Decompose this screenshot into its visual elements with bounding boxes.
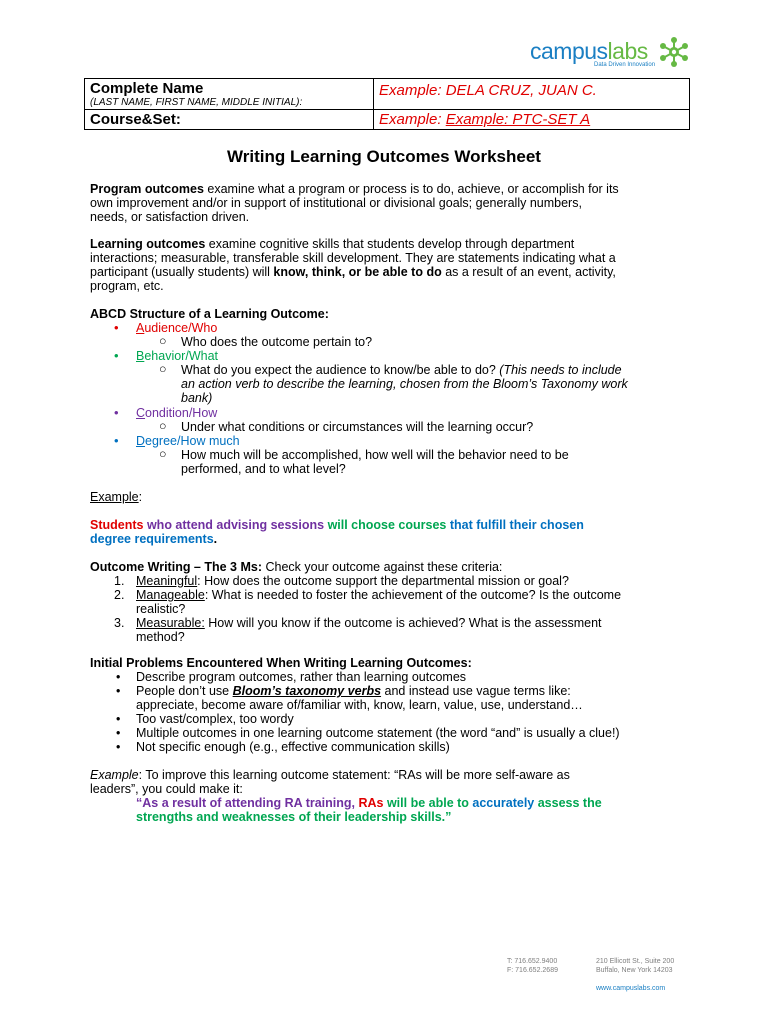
three-ms-title: Outcome Writing – The 3 Ms: <box>90 560 263 574</box>
abcd-heading: ABCD Structure of a Learning Outcome: <box>90 307 329 321</box>
circle-bullet-icon: ○ <box>159 419 167 433</box>
bullet-icon: • <box>116 712 121 726</box>
course-value-prefix: Example: <box>379 111 442 128</box>
example-degree: that fulfill their chosen <box>446 518 584 532</box>
three-ms-manageable <box>136 588 696 616</box>
example-degree: accurately <box>468 796 535 810</box>
three-ms-subtitle: Check your outcome against these criteria: <box>262 560 503 574</box>
list-number: 2. <box>114 588 125 602</box>
three-ms-text: method? <box>136 630 185 644</box>
abcd-audience-question: Who does the outcome pertain to? <box>181 335 373 349</box>
footer-address-line: Buffalo, New York 14203 <box>596 966 673 974</box>
bloom-taxonomy-link: Bloom’s taxonomy verbs <box>232 684 382 698</box>
bullet-icon: • <box>114 348 119 363</box>
example1-label <box>90 490 142 504</box>
abcd-letter: C <box>136 406 146 420</box>
circle-bullet-icon: ○ <box>159 447 167 461</box>
name-sublabel: (LAST NAME, FIRST NAME, MIDDLE INITIAL): <box>90 97 303 108</box>
problem-item <box>136 684 696 712</box>
abcd-item-label: ondition/How <box>145 406 218 420</box>
footer-url[interactable]: www.campuslabs.com <box>596 985 666 992</box>
logo-wordmark <box>530 38 648 65</box>
problem-text: appreciate, become aware of/familiar with, know, learn, value, use, understand… <box>136 698 583 712</box>
abcd-behavior-question <box>181 363 691 405</box>
bullet-icon: • <box>114 320 119 335</box>
problem-text: and instead use vague terms like: <box>381 684 571 698</box>
three-ms-term: Manageable <box>136 588 205 602</box>
abcd-question-note: (This needs to include <box>499 363 622 377</box>
three-ms-term: Meaningful <box>136 574 198 588</box>
footer-contact <box>507 958 558 975</box>
example-behavior: will be able to <box>383 796 469 810</box>
bullet-icon: • <box>116 726 121 740</box>
example-behavior: will choose courses <box>324 518 447 532</box>
course-value-main: Example: PTC-SET A <box>445 111 591 128</box>
three-ms-text: : How does the outcome support the departmental mission or goal? <box>197 574 569 588</box>
example2-text: leaders”, you could make it: <box>90 782 243 796</box>
abcd-question-note: bank) <box>181 391 213 405</box>
list-number: 3. <box>114 616 125 630</box>
abcd-question-note: an action verb to describe the learning, chosen from the Bloom’s Taxonomy work <box>181 377 628 391</box>
example-behavior: strengths and weaknesses of their leadership skills.” <box>136 810 452 824</box>
problem-text: People don’t use <box>136 684 233 698</box>
example-audience: Students <box>90 518 144 532</box>
abcd-audience <box>136 321 217 335</box>
problem-item: Not specific enough (e.g., effective communication skills) <box>136 740 450 754</box>
three-ms-heading <box>90 560 502 574</box>
three-ms-text: How will you know if the outcome is achieved? What is the assessment <box>204 616 602 630</box>
logo-tagline: Data Driven Innovation <box>594 62 656 68</box>
example-label-text: Example <box>90 490 139 504</box>
bullet-icon: • <box>114 405 119 420</box>
campuslabs-logo <box>530 36 700 68</box>
three-ms-measurable <box>136 616 696 644</box>
learning-line: participant (usually students) will <box>90 265 274 279</box>
abcd-question-line: How much will be accomplished, how well will the behavior need to be <box>181 448 569 462</box>
example2-text: : To improve this learning outcome statement: “RAs will be more self-aware as <box>138 768 570 782</box>
bullet-icon: • <box>116 670 121 684</box>
program-line: examine what a program or process is to do, achieve, or accomplish for its <box>203 182 619 196</box>
example2-statement <box>136 796 696 824</box>
problem-item: Multiple outcomes in one learning outcome statement (the word “and” is usually a clue!) <box>136 726 620 740</box>
example-audience: RAs <box>355 796 384 810</box>
example-period: . <box>213 532 218 546</box>
program-line: own improvement and/or in support of institutional or divisional goals; generally numbers, <box>90 196 582 210</box>
problem-item: Too vast/complex, too wordy <box>136 712 294 726</box>
learning-line: interactions; measurable, transferable skill development. They are statements indicating what a <box>90 251 616 265</box>
abcd-letter: D <box>136 434 146 448</box>
program-line: needs, or satisfaction driven. <box>90 210 250 224</box>
learning-line: as a result of an event, activity, <box>441 265 616 279</box>
logo-word-campus: campus <box>530 38 608 64</box>
abcd-item-label: udience/Who <box>144 321 218 335</box>
list-number: 1. <box>114 574 125 588</box>
bullet-icon: • <box>116 684 121 698</box>
abcd-degree <box>136 434 240 448</box>
abcd-condition-question: Under what conditions or circumstances will the learning occur? <box>181 420 534 434</box>
abcd-item-label: ehavior/What <box>144 349 218 363</box>
circle-bullet-icon: ○ <box>159 334 167 348</box>
name-value: Example: DELA CRUZ, JUAN C. <box>379 82 597 99</box>
learning-emphasis: know, think, or be able to do <box>273 265 442 279</box>
problem-item: Describe program outcomes, rather than learning outcomes <box>136 670 467 684</box>
abcd-degree-question <box>181 448 569 476</box>
name-label-cell <box>85 79 374 110</box>
learning-line: examine cognitive skills that students develop through department <box>205 237 575 251</box>
course-label: Course&Set: <box>90 111 181 128</box>
example-degree: degree requirements <box>90 532 214 546</box>
abcd-condition <box>136 406 217 420</box>
footer-fax: F: 716.652.2689 <box>507 966 558 974</box>
abcd-letter: A <box>136 321 145 335</box>
example2-paragraph <box>90 768 690 796</box>
program-outcomes-term: Program outcomes <box>90 182 204 196</box>
program-outcomes-paragraph <box>90 182 690 224</box>
course-value <box>379 110 684 128</box>
three-ms-text: realistic? <box>136 602 186 616</box>
logo-word-labs: labs <box>607 38 648 64</box>
learning-outcomes-term: Learning outcomes <box>90 237 206 251</box>
abcd-behavior <box>136 349 218 363</box>
three-ms-text: : What is needed to foster the achievement of the outcome? Is the outcome <box>204 588 622 602</box>
three-ms-meaningful <box>136 574 569 588</box>
molecule-icon <box>658 36 690 68</box>
example-condition: who attend advising sessions <box>143 518 325 532</box>
bullet-icon: • <box>116 740 121 754</box>
course-value-cell[interactable] <box>374 110 690 130</box>
three-ms-term: Measurable: <box>136 616 205 630</box>
abcd-question-line: performed, and to what level? <box>181 462 346 476</box>
course-label-cell <box>85 110 374 130</box>
page-title: Writing Learning Outcomes Worksheet <box>227 147 541 166</box>
circle-bullet-icon: ○ <box>159 362 167 376</box>
abcd-item-label: egree/How much <box>145 434 240 448</box>
learning-line: program, etc. <box>90 279 164 293</box>
abcd-letter: B <box>136 349 145 363</box>
name-value-cell[interactable] <box>374 79 690 110</box>
name-label: Complete Name <box>90 80 204 97</box>
learning-outcomes-paragraph <box>90 237 690 293</box>
footer-address <box>596 958 674 975</box>
footer-address-line: 210 Ellicott St., Suite 200 <box>596 958 675 965</box>
abcd-question-line: What do you expect the audience to know/be able to do? <box>181 363 500 377</box>
example-condition: “As a result of attending RA training, <box>136 796 355 810</box>
example1-statement <box>90 518 690 546</box>
bullet-icon: • <box>114 433 119 448</box>
footer-phone: T: 716.652.9400 <box>507 958 558 965</box>
example-behavior: assess the <box>534 796 602 810</box>
example-label-text: Example <box>90 768 139 782</box>
example-label-colon: : <box>138 490 143 504</box>
student-info-table <box>84 78 690 130</box>
problems-heading: Initial Problems Encountered When Writing Learning Outcomes: <box>90 656 472 670</box>
